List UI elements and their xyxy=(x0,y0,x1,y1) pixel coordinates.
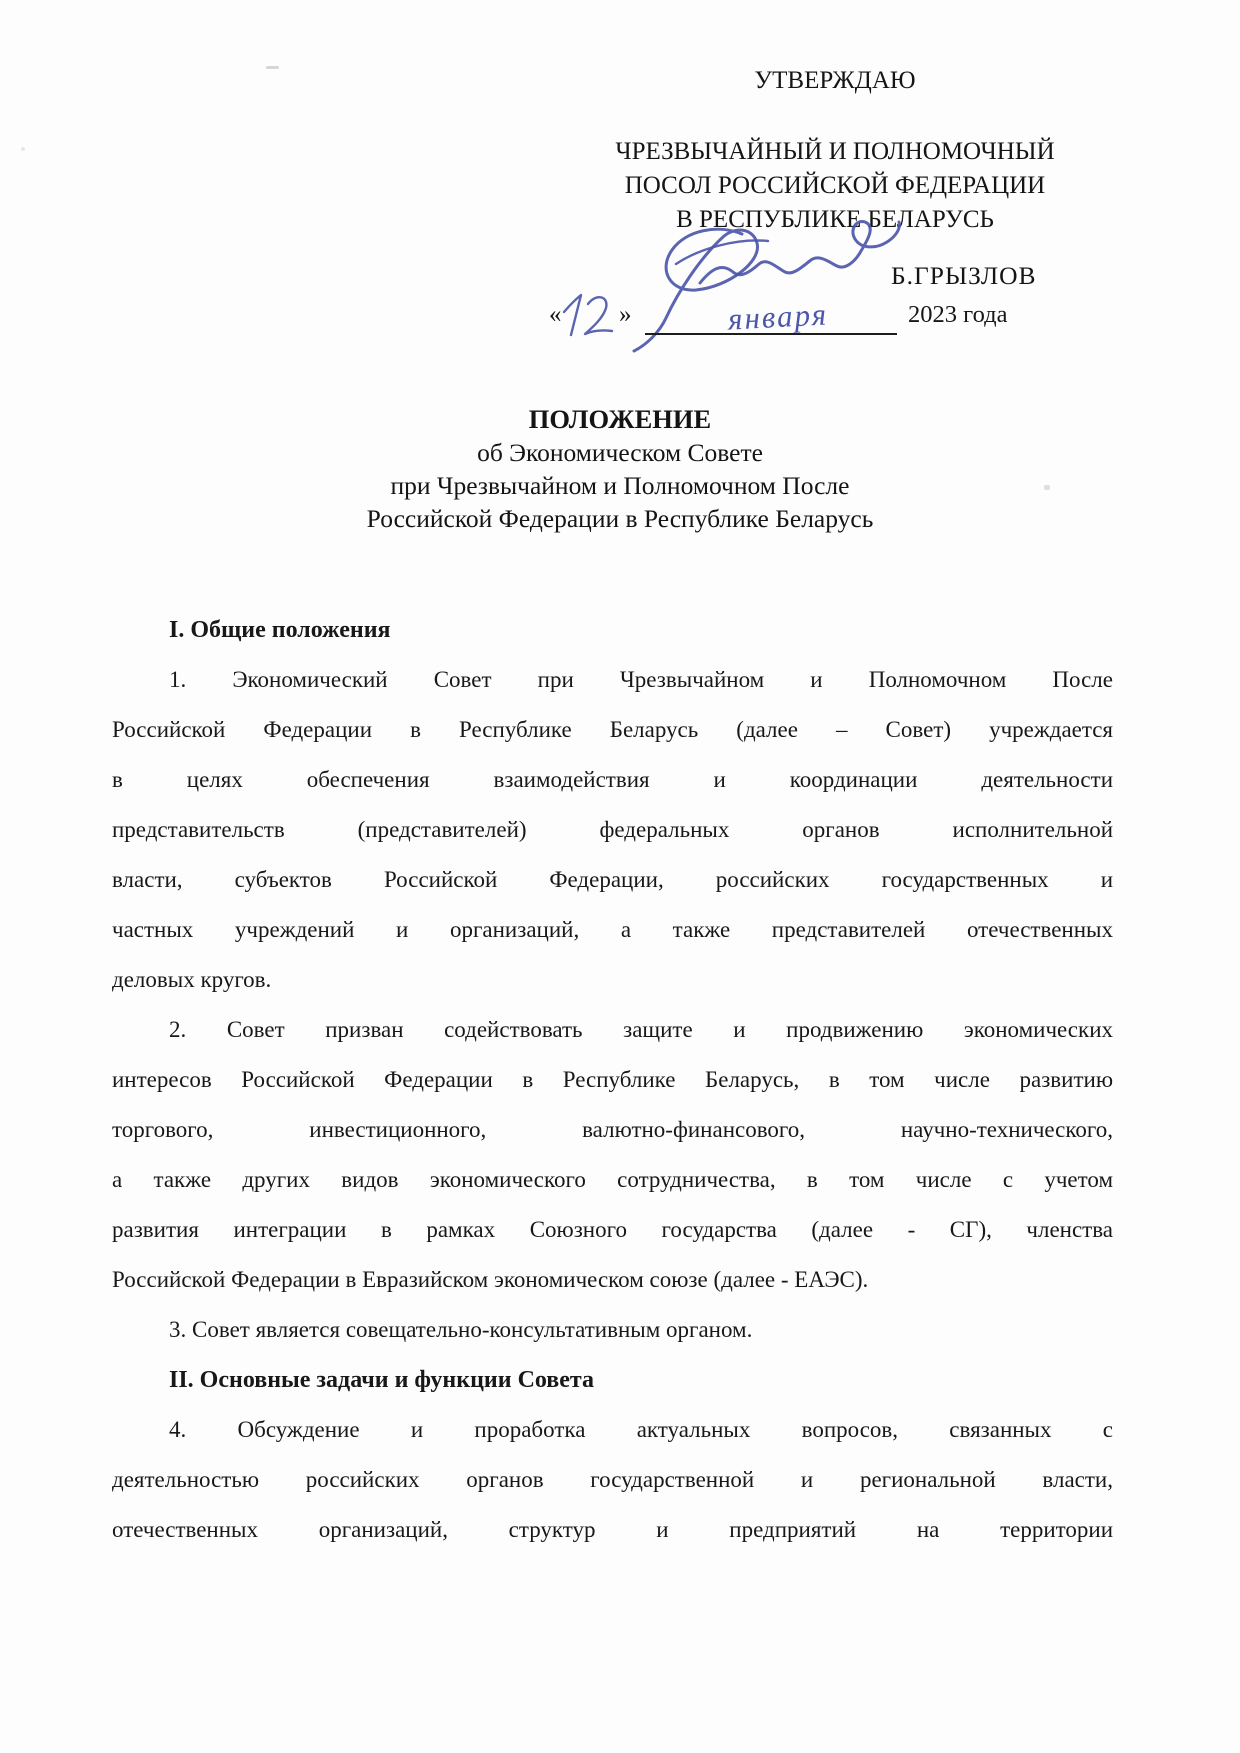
title-line: об Экономическом Совете xyxy=(477,438,763,467)
scan-artifact xyxy=(266,66,279,69)
title-line: при Чрезвычайном и Полномочном После xyxy=(390,471,850,500)
document-title xyxy=(0,403,1240,535)
date-close-quote: » xyxy=(619,301,632,328)
paragraph-2-line: торгового, инвестиционного, валютно-финансового, научно-технического, xyxy=(112,1117,1113,1142)
title-line: Российской Федерации в Республике Беларусь xyxy=(366,504,874,533)
paragraph-2-line: а также других видов экономического сотрудничества, в том числе с учетом xyxy=(112,1167,1113,1192)
paragraph-4-line: 4. Обсуждение и проработка актуальных вопросов, связанных с xyxy=(169,1417,1113,1442)
paragraph-2-line: интересов Российской Федерации в Республике Беларусь, в том числе развитию xyxy=(112,1067,1113,1092)
document-body xyxy=(112,605,1113,1555)
date-open-quote: « xyxy=(549,301,562,328)
paragraph-1-line: частных учреждений и организаций, а также представителей отечественных xyxy=(112,917,1113,942)
paragraph-4-line: деятельностью российских органов государственной и региональной власти, xyxy=(112,1467,1113,1492)
title-main: ПОЛОЖЕНИЕ xyxy=(528,404,712,434)
paragraph-1-line: представительств (представителей) федеральных органов исполнительной xyxy=(112,817,1113,842)
signer-name: Б.ГРЫЗЛОВ xyxy=(891,261,1037,290)
paragraph-4-line: отечественных организаций, структур и предприятий на территории xyxy=(112,1517,1113,1542)
approver-title-line: ЧРЕЗВЫЧАЙНЫЙ И ПОЛНОМОЧНЫЙ xyxy=(615,138,1055,165)
handwritten-month: января xyxy=(727,296,829,337)
paragraph-2-line: развития интеграции в рамках Союзного государства (далее - СГ), членства xyxy=(112,1217,1113,1242)
paragraph-1-line: Российской Федерации в Республике Беларусь (далее – Совет) учреждается xyxy=(112,717,1113,742)
paragraph-3-line: 3. Совет является совещательно-консультативным органом. xyxy=(169,1317,753,1342)
scan-artifact xyxy=(21,147,25,151)
approver-title-line: ПОСОЛ РОССИЙСКОЙ ФЕДЕРАЦИИ xyxy=(624,172,1046,199)
paragraph-1-line: власти, субъектов Российской Федерации, российских государственных и xyxy=(112,867,1113,892)
section-heading-2: II. Основные задачи и функции Совета xyxy=(169,1367,595,1393)
date-year-text: 2023 года xyxy=(908,301,1008,328)
paragraph-2-line: Российской Федерации в Евразийском экономическом союзе (далее - ЕАЭС). xyxy=(112,1267,869,1292)
paragraph-1-line: деловых кругов. xyxy=(112,967,272,992)
approver-title-line: В РЕСПУБЛИКЕ БЕЛАРУСЬ xyxy=(676,206,994,233)
section-heading-1: I. Общие положения xyxy=(169,617,391,643)
paragraph-1-line: 1. Экономический Совет при Чрезвычайном и Полномочном После xyxy=(169,667,1113,692)
approval-stamp-label: УТВЕРЖДАЮ xyxy=(754,67,916,94)
paragraph-2-line: 2. Совет призван содействовать защите и продвижению экономических xyxy=(169,1017,1113,1042)
paragraph-1-line: в целях обеспечения взаимодействия и координации деятельности xyxy=(112,767,1113,792)
